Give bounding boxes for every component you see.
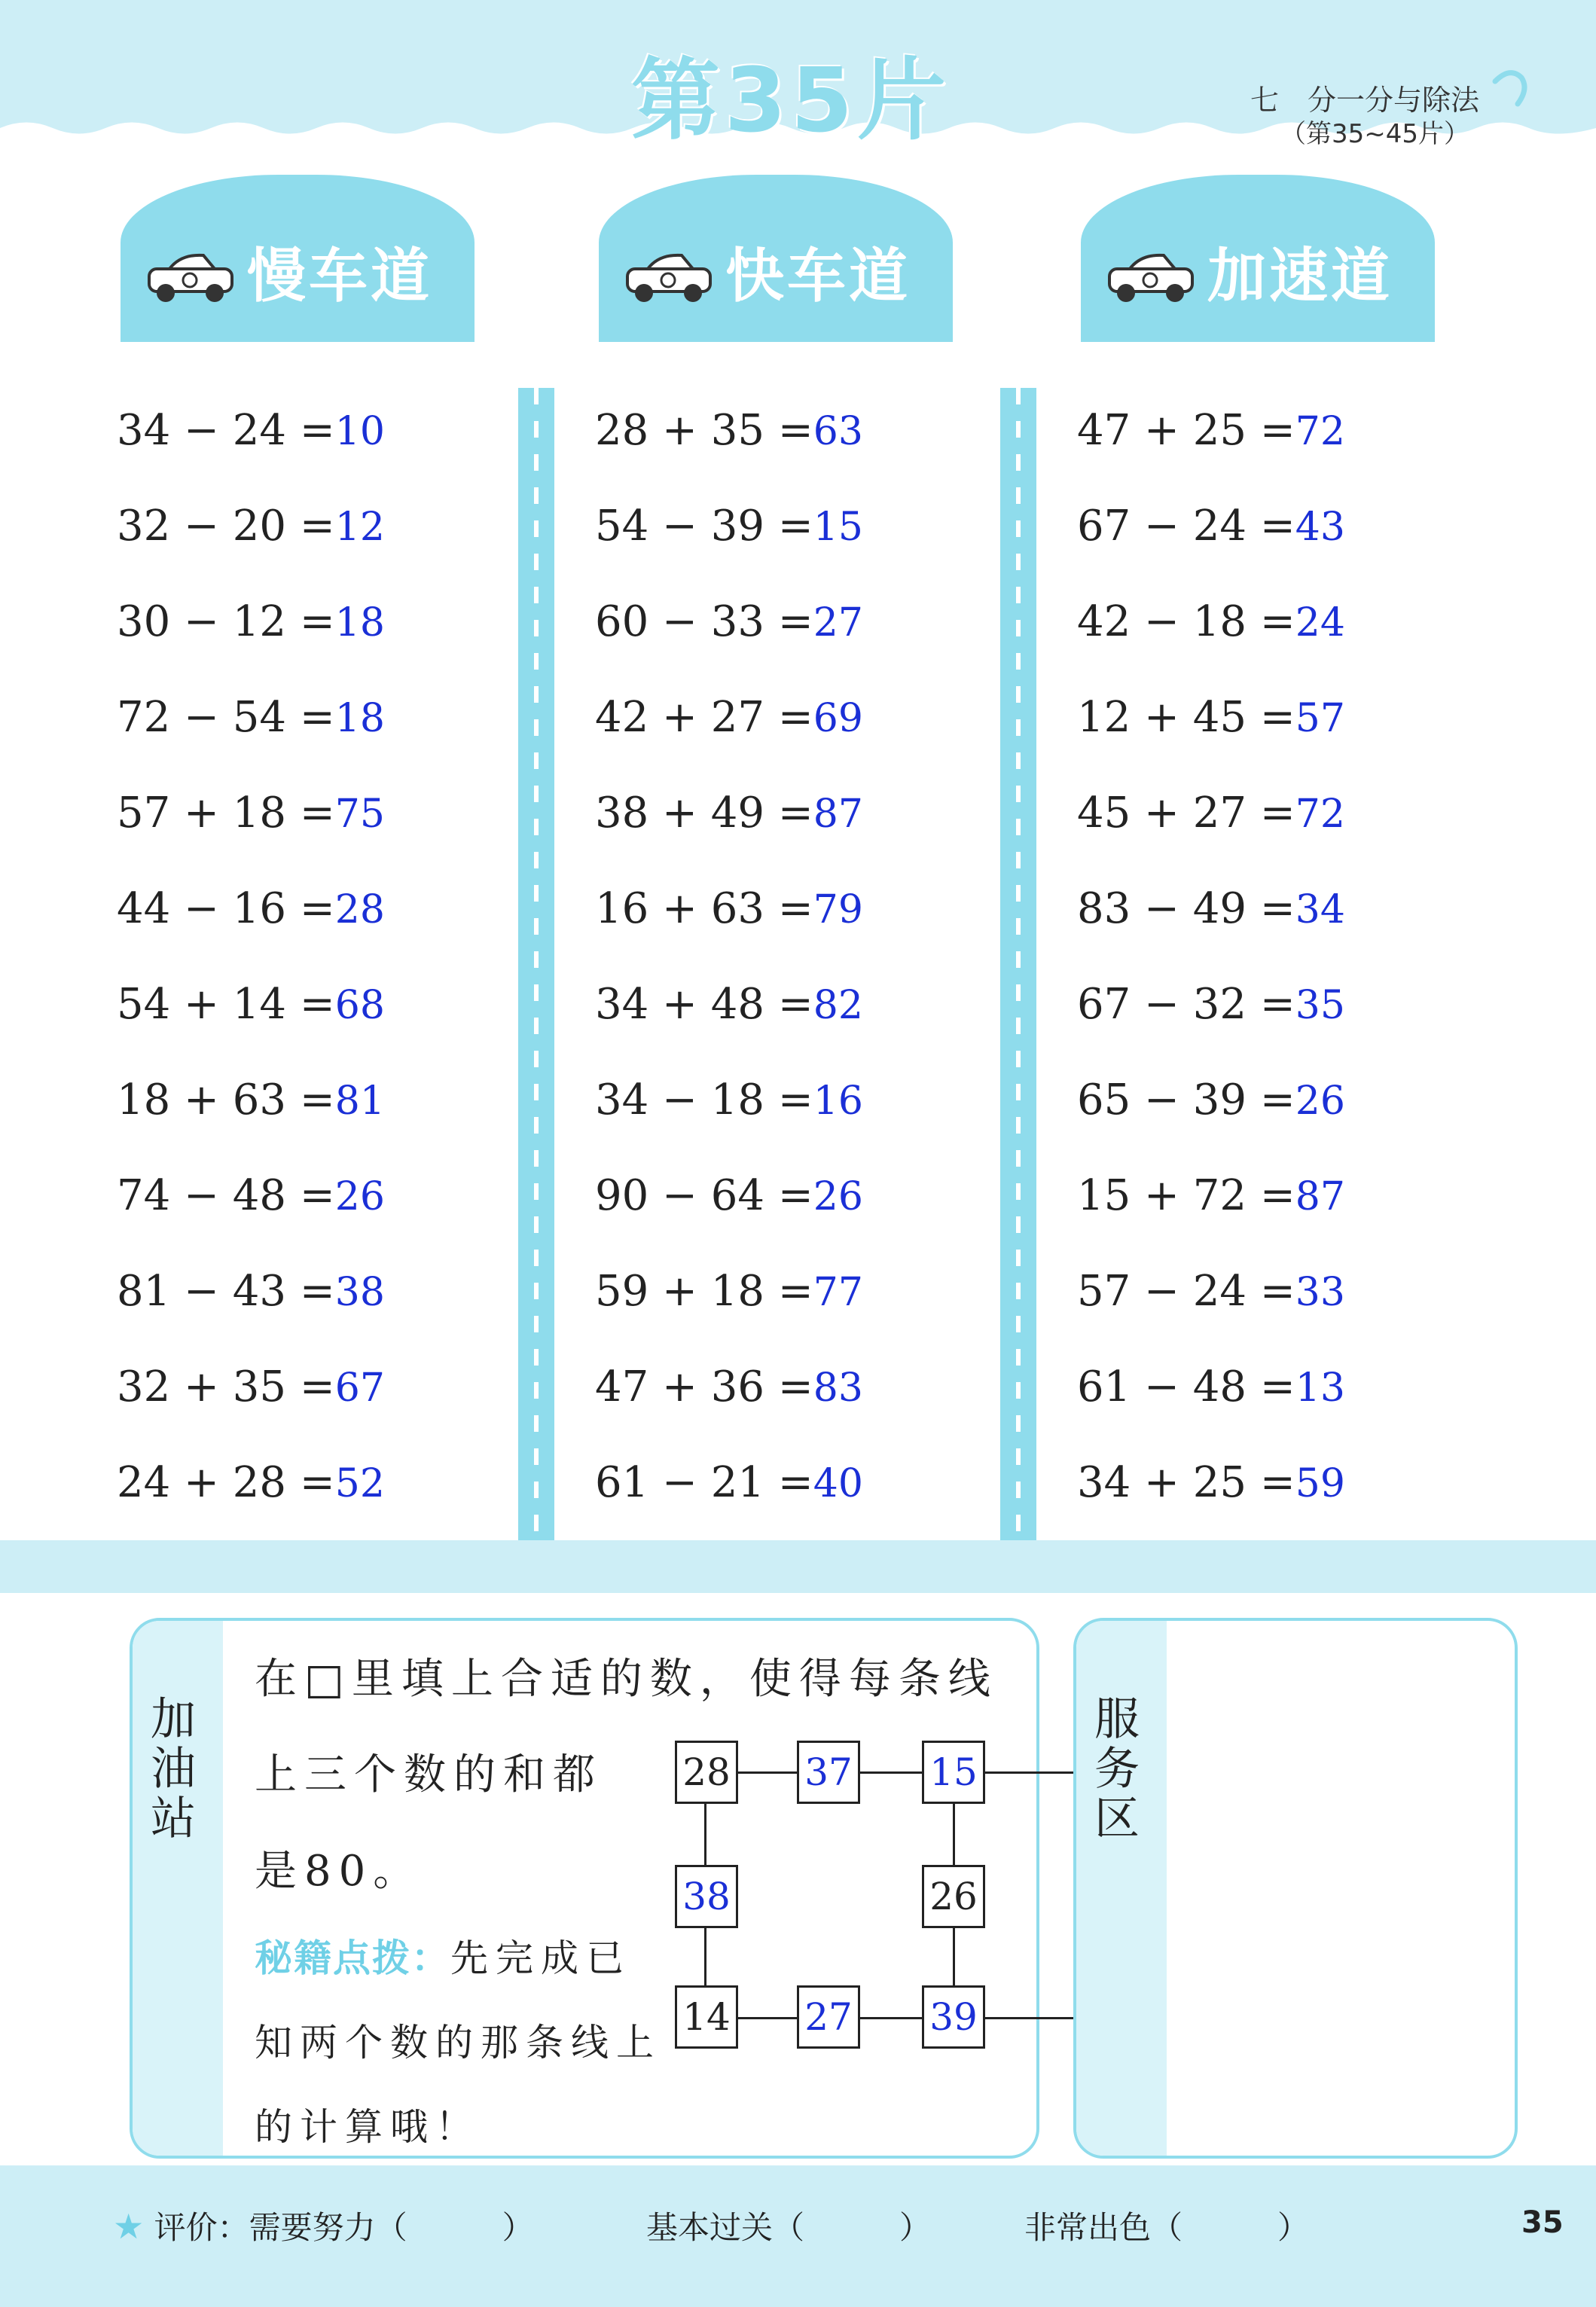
equation-row: 61 − 48 =13 bbox=[1077, 1363, 1345, 1411]
race-car-icon bbox=[621, 246, 716, 307]
hint-text: 知两个数的那条线上 bbox=[255, 2021, 661, 2064]
unit-range: （第35~45片） bbox=[1280, 119, 1470, 149]
answer: 38 bbox=[334, 1270, 385, 1315]
answer: 12 bbox=[334, 505, 385, 550]
equation-row: 38 + 49 =87 bbox=[595, 789, 863, 838]
equation-row: 57 + 18 =75 bbox=[117, 789, 385, 838]
equation-row: 74 − 48 =26 bbox=[117, 1171, 385, 1220]
answer: 59 bbox=[1295, 1461, 1345, 1506]
equation-row: 67 − 32 =35 bbox=[1077, 980, 1345, 1029]
equation-row: 47 + 36 =83 bbox=[595, 1363, 863, 1411]
answer: 43 bbox=[1295, 505, 1345, 550]
equation-row: 83 − 49 =34 bbox=[1077, 884, 1345, 933]
equation-row: 47 + 25 =72 bbox=[1077, 406, 1345, 455]
equation-row: 90 − 64 =26 bbox=[595, 1171, 863, 1220]
answer: 67 bbox=[334, 1366, 385, 1411]
answer: 83 bbox=[813, 1366, 863, 1411]
answer: 18 bbox=[334, 600, 385, 645]
answer: 24 bbox=[1295, 600, 1345, 645]
equation-row: 16 + 63 =79 bbox=[595, 884, 863, 933]
answer: 26 bbox=[334, 1174, 385, 1219]
answer: 75 bbox=[334, 792, 385, 837]
equation-row: 60 − 33 =27 bbox=[595, 597, 863, 646]
swirl-icon bbox=[1488, 66, 1533, 111]
answer: 81 bbox=[334, 1079, 385, 1124]
equation-row: 15 + 72 =87 bbox=[1077, 1171, 1345, 1220]
answer: 63 bbox=[813, 409, 863, 454]
answer: 52 bbox=[334, 1461, 385, 1506]
race-car-icon bbox=[143, 246, 237, 307]
puzzle-instruction: 是80。 bbox=[255, 1847, 423, 1896]
grid-cell: 14 bbox=[675, 1985, 738, 2049]
answer: 34 bbox=[1295, 887, 1345, 932]
equation-row: 59 + 18 =77 bbox=[595, 1267, 863, 1316]
hint-label: 秘籍点拨： bbox=[255, 1936, 450, 1980]
answer: 18 bbox=[334, 696, 385, 741]
hint-text: 的计算哦！ bbox=[255, 2105, 481, 2149]
unit-title: 七 分一分与除法 bbox=[1250, 84, 1480, 117]
lane-divider bbox=[518, 388, 554, 1540]
star-icon: ★ bbox=[113, 2206, 145, 2247]
answer: 13 bbox=[1295, 1366, 1345, 1411]
answer: 26 bbox=[813, 1174, 863, 1219]
puzzle-instruction: 上三个数的和都 bbox=[255, 1750, 603, 1799]
equation-row: 34 + 48 =82 bbox=[595, 980, 863, 1029]
lane-header-fast bbox=[599, 175, 953, 342]
lane-name: 快车道 bbox=[725, 243, 911, 310]
section-band bbox=[0, 1540, 1596, 1593]
gas-station-title: 加 油 站 bbox=[151, 1693, 196, 1845]
equation-row: 42 − 18 =24 bbox=[1077, 597, 1345, 646]
grid-cell: 15 bbox=[922, 1741, 985, 1804]
grid-cell: 38 bbox=[675, 1865, 738, 1928]
answer: 79 bbox=[813, 887, 863, 932]
grid-cell: 27 bbox=[797, 1985, 860, 2049]
answer: 57 bbox=[1295, 696, 1345, 741]
equation-row: 34 − 18 =16 bbox=[595, 1076, 863, 1125]
answer: 87 bbox=[1295, 1174, 1345, 1219]
equation-row: 54 + 14 =68 bbox=[117, 980, 385, 1029]
equation-row: 30 − 12 =18 bbox=[117, 597, 385, 646]
answer: 72 bbox=[1295, 792, 1345, 837]
equation-row: 44 − 16 =28 bbox=[117, 884, 385, 933]
rating-option: 非常出色（ ） bbox=[1024, 2209, 1310, 2246]
equation-row: 18 + 63 =81 bbox=[117, 1076, 385, 1125]
equation-row: 67 − 24 =43 bbox=[1077, 502, 1345, 551]
equation-row: 34 − 24 =10 bbox=[117, 406, 385, 455]
answer: 40 bbox=[813, 1461, 863, 1506]
lane-divider bbox=[1000, 388, 1036, 1540]
answer: 68 bbox=[334, 983, 385, 1028]
grid-cell: 26 bbox=[922, 1865, 985, 1928]
answer: 27 bbox=[813, 600, 863, 645]
race-car-icon bbox=[1103, 246, 1198, 307]
answer: 33 bbox=[1295, 1270, 1345, 1315]
rating-label: ★ 评价：需要努力（ ） bbox=[113, 2206, 534, 2247]
answer: 72 bbox=[1295, 409, 1345, 454]
equation-row: 28 + 35 =63 bbox=[595, 406, 863, 455]
equation-row: 45 + 27 =72 bbox=[1077, 789, 1345, 838]
lane-name: 慢车道 bbox=[247, 243, 433, 310]
grid-cell: 39 bbox=[922, 1985, 985, 2049]
answer: 26 bbox=[1295, 1079, 1345, 1124]
equation-row: 42 + 27 =69 bbox=[595, 693, 863, 742]
lane-name: 加速道 bbox=[1207, 243, 1393, 310]
grid-cell: 28 bbox=[675, 1741, 738, 1804]
equation-row: 65 − 39 =26 bbox=[1077, 1076, 1345, 1125]
page-number: 35 bbox=[1521, 2205, 1564, 2240]
answer: 82 bbox=[813, 983, 863, 1028]
equation-row: 61 − 21 =40 bbox=[595, 1458, 863, 1507]
hint-text: 秘籍点拨：先完成已 bbox=[255, 1936, 631, 1980]
equation-row: 34 + 25 =59 bbox=[1077, 1458, 1345, 1507]
service-area-title: 服 务 区 bbox=[1094, 1693, 1140, 1845]
equation-row: 32 − 20 =12 bbox=[117, 502, 385, 551]
answer: 16 bbox=[813, 1079, 863, 1124]
equation-row: 54 − 39 =15 bbox=[595, 502, 863, 551]
lane-header-slow bbox=[121, 175, 475, 342]
equation-row: 72 − 54 =18 bbox=[117, 693, 385, 742]
answer: 87 bbox=[813, 792, 863, 837]
equation-row: 12 + 45 =57 bbox=[1077, 693, 1345, 742]
page-title: 第35片 bbox=[630, 48, 951, 152]
answer: 35 bbox=[1295, 983, 1345, 1028]
equation-row: 81 − 43 =38 bbox=[117, 1267, 385, 1316]
rating-option: 基本过关（ ） bbox=[646, 2209, 932, 2246]
equation-row: 24 + 28 =52 bbox=[117, 1458, 385, 1507]
answer: 15 bbox=[813, 505, 863, 550]
puzzle-instruction: 在□里填上合适的数，使得每条线 bbox=[255, 1655, 998, 1704]
answer: 10 bbox=[334, 409, 385, 454]
grid-cell: 37 bbox=[797, 1741, 860, 1804]
equation-row: 57 − 24 =33 bbox=[1077, 1267, 1345, 1316]
equation-row: 32 + 35 =67 bbox=[117, 1363, 385, 1411]
answer: 77 bbox=[813, 1270, 863, 1315]
answer: 69 bbox=[813, 696, 863, 741]
lane-header-accel bbox=[1081, 175, 1435, 342]
answer: 28 bbox=[334, 887, 385, 932]
